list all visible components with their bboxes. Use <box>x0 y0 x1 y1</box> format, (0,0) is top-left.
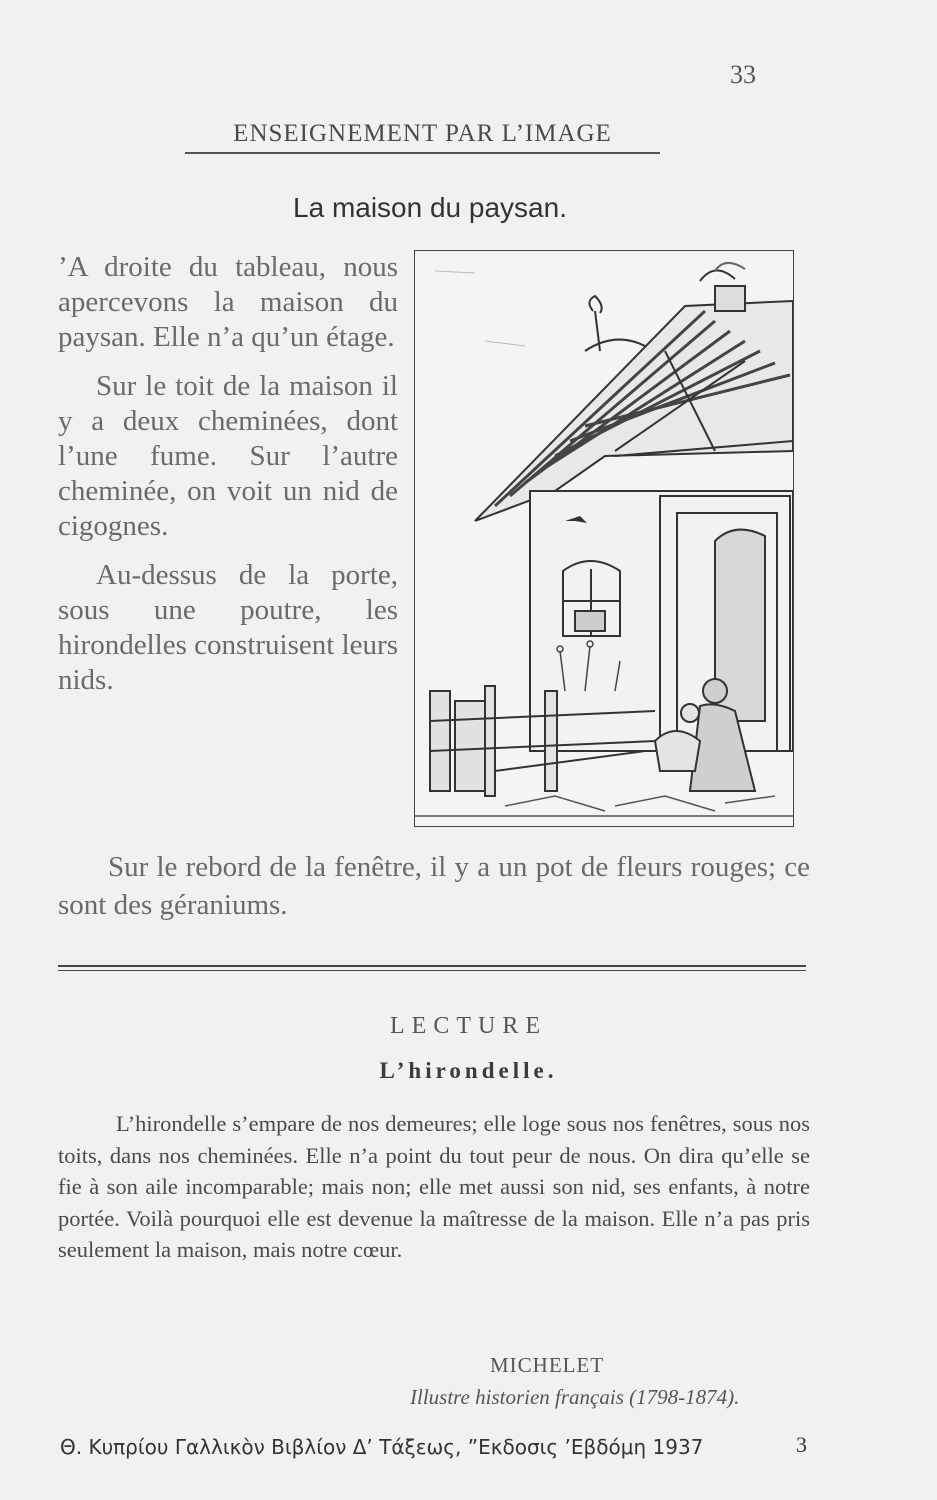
signature-number: 3 <box>796 1432 807 1457</box>
footer-text: Θ. Κυπρίου Γαλλικὸν Βιβλίον Δ’ Τάξεως, ”Εκδοσις ’Εβδόμη 1937 <box>60 1435 704 1459</box>
house-illustration <box>414 250 794 827</box>
page-number: 33 <box>730 60 756 89</box>
section-title: ENSEIGNEMENT PAR L’IMAGE <box>185 120 660 154</box>
paragraph: Au-dessus de la porte, sous une poutre, les hirondelles construisent leurs nids. <box>58 559 398 696</box>
column-text <box>58 250 398 712</box>
divider <box>58 965 806 967</box>
author-note: Illustre historien français (1798-1874). <box>410 1385 740 1409</box>
chimney <box>700 263 745 311</box>
author: MICHELET <box>490 1353 605 1377</box>
paragraph: ’A droite du tableau, nous apercevons la maison du paysan. Elle n’a qu’un étage. <box>58 251 398 353</box>
paragraph: Sur le toit de la maison il y a deux cheminées, dont l’une fume. Sur l’autre cheminée, on voit un nid de cigognes. <box>58 370 398 542</box>
reading-text: L’hirondelle s’empare de nos demeures; elle loge sous nos fenêtres, sous nos toits, dans nos cheminées. Elle n’a point du tout peur de nous. On dira qu’elle se fie à son aile incomparable; mais non; elle met aussi son nid, ses enfants, à notre portée. Voilà pourquoi elle est devenue la maîtresse de la maison. Elle n’a pas pris seulement la maison, mais notre cœur. <box>58 1111 810 1262</box>
geranium-paragraph: Sur le rebord de la fenêtre, il y a un pot de fleurs rouges; ce sont des géraniums. <box>58 851 810 921</box>
reading-title: L’hirondelle. <box>379 1058 558 1083</box>
lesson-title: La maison du paysan. <box>293 192 567 223</box>
lecture-heading: LECTURE <box>390 1013 547 1039</box>
divider <box>58 970 806 971</box>
stork-nest <box>585 296 645 351</box>
roof <box>475 301 793 521</box>
